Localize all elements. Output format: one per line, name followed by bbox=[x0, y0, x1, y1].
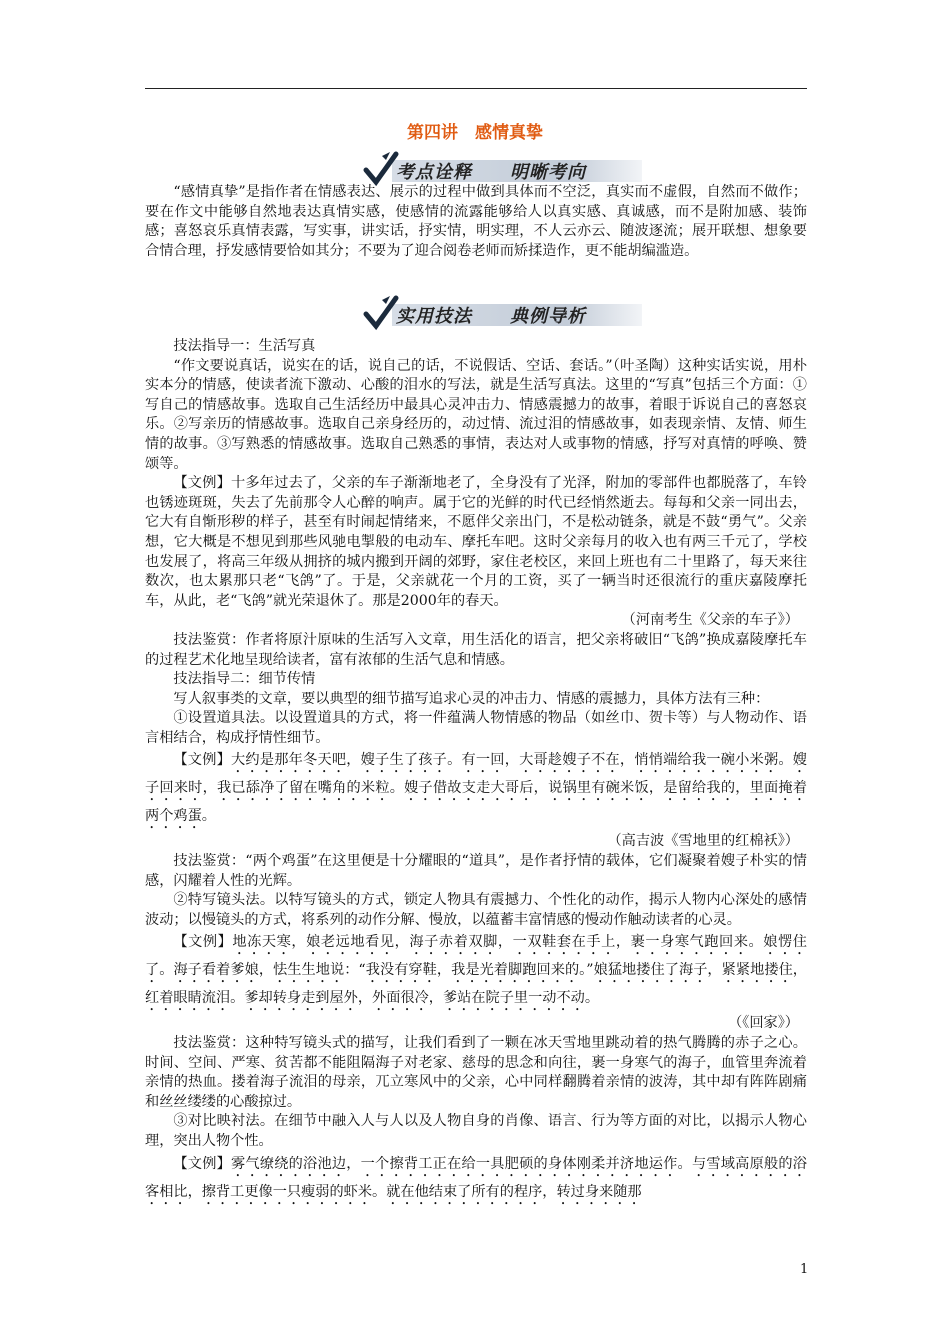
banner-2-right: 典例导析 bbox=[510, 306, 586, 327]
example-label: 【文例】 bbox=[173, 752, 232, 769]
appreciation-paragraph: 技法鉴赏：作者将原汁原味的生活写入文章，用生活化的语言，把父亲将破旧“飞鸽”换成嘉陵摩托车的过程艺术化地呈现给读者，富有浓郁的生活气息和情感。 bbox=[145, 631, 807, 668]
example-text: 雾气缭绕的浴池边，一个擦背工正在给一具肥硕的身体刚柔并济地运作。与雪域高原般的浴客相比，擦背工更像一只瘦弱的虾米。就在他结束了所有的程序，转过身来随那 bbox=[145, 1155, 807, 1200]
source-citation: （高吉波《雪地里的红棉袄》） bbox=[607, 833, 799, 850]
page-title: 第四讲 感情真挚 bbox=[407, 123, 543, 143]
technique-heading-2: 技法指导二：细节传情 bbox=[173, 671, 316, 688]
banner-1-right: 明晰考向 bbox=[510, 162, 586, 183]
banner-2-left: 实用技法 bbox=[396, 306, 472, 327]
source-citation: （河南考生《父亲的车子》） bbox=[621, 612, 799, 629]
intro-section bbox=[145, 183, 807, 261]
example-label: 【文例】 bbox=[173, 934, 233, 951]
example-label: 【文例】 bbox=[173, 1155, 232, 1172]
example-paragraph bbox=[145, 930, 807, 1014]
main-section bbox=[145, 337, 807, 1208]
appreciation-paragraph: 技法鉴赏：这种特写镜头式的描写，让我们看到了一颗在冰天雪地里跳动着的热气腾腾的赤子之心。时间、空间、严寒、贫苦都不能阻隔海子对老家、慈母的思念和向往，裹一身寒气的海子，血管里奔流着亲情的热血。搂着海子流泪的母亲，兀立寒风中的父亲，心中同样翻腾着亲情的波涛，其中却有阵阵剧痛和丝丝缕缕的心酸掠过。 bbox=[145, 1035, 807, 1110]
body-paragraph: 写人叙事类的文章，要以典型的细节描写追求心灵的冲击力、情感的震撼力，具体方法有三种： bbox=[173, 690, 770, 707]
method-paragraph: ①设置道具法。以设置道具的方式，将一件蕴满人物情感的物品（如丝巾、贺卡等）与人物动作、语言相结合，构成抒情性细节。 bbox=[145, 710, 807, 746]
intro-paragraph: “感情真挚”是指作者在情感表达、展示的过程中做到具体而不空泛，真实而不虚假，自然而不做作；要在作文中能够自然地表达真情实感，使感情的流露能够给人以真实感、真诚感，而不是附加感、装饰感；喜怒哀乐真情表露，写实事，讲实话，抒实情，明实理，不人云亦云、随波逐流；展开联想、想象要合情合理，抒发感情要恰如其分；不要为了迎合阅卷老师而矫揉造作，更不能胡编滥造。 bbox=[145, 184, 807, 259]
page-number: 1 bbox=[800, 1262, 809, 1277]
body-paragraph: “作文要说真话，说实在的话，说自己的话，不说假话、空话、套话。”（叶圣陶）这种实话实说，用朴实本分的情感，使读者流下激动、心酸的泪水的写法，就是生活写真法。这里的“写真”包括三个方面：①写自己的情感故事。选取自己生活经历中最具心灵冲击力、情感震撼力的故事，着眼于诉说自己的喜怒哀乐。②写亲历的情感故事。选取自己亲身经历的，动过情、流过泪的情感故事，如表现亲情、友情、师生情的故事。③写熟悉的情感故事。选取自己熟悉的事情，表达对人或事物的情感，抒写对真情的呼唤、赞颂等。 bbox=[145, 357, 807, 472]
method-paragraph: ②特写镜头法。以特写镜头的方式，锁定人物具有震撼力、个性化的动作，揭示人物内心深处的感情波动；以慢镜头的方式，将系列的动作分解、慢放，以蕴蓄丰富情感的慢动作触动读者的心灵。 bbox=[145, 892, 807, 928]
banner-1-left: 考点诠释 bbox=[396, 162, 472, 183]
example-paragraph bbox=[145, 748, 807, 832]
example-text: 地冻天寒，娘老远地看见，海子赤着双脚，一双鞋套在手上，裹一身寒气跑回来。娘愣住了。海子看着爹娘，怯生生地说：“我没有穿鞋，我是光着脚跑回来的。”娘猛地搂住了海子，紧紧地搂住，红着眼睛流泪。爹却转身走到屋外，外面很冷，爹站在院子里一动不动。 bbox=[145, 934, 807, 1007]
section-banner-2 bbox=[360, 294, 660, 334]
example-text: 大约是那年冬天吧，嫂子生了孩子。有一回，大哥趁嫂子不在，悄悄端给我一碗小米粥。嫂子回来时，我已舔净了留在嘴角的米粒。嫂子借故支走大哥后，说锅里有碗米饭，是留给我的，里面掩着两个鸡蛋。 bbox=[145, 752, 807, 825]
header-rule bbox=[145, 88, 807, 89]
technique-heading-1: 技法指导一：生活写真 bbox=[173, 338, 316, 354]
checkmark-icon bbox=[360, 294, 400, 334]
example-paragraph bbox=[145, 1152, 807, 1208]
example-paragraph: 【文例】十多年过去了，父亲的车子渐渐地老了，全身没有了光泽，附加的零部件也都脱落了，车铃也锈迹斑斑，失去了先前那令人心醉的响声。属于它的光鲜的时代已经悄然逝去。每每和父亲一同出去，它大有自惭形秽的样子，甚至有时闹起情绪来，不愿伴父亲出门，不是松动链条，就是不鼓“勇气”。父亲想，它大概是不想见到那些风驰电掣般的电动车、摩托车吧。这时父亲每月的收入也有两三千元了，学校也发展了，将高三年级从拥挤的城内搬到开阔的郊野，家住老校区，来回上班也有二十里路了，每天来往数次，也太累那只老“飞鸽”了。于是，父亲就花一个月的工资，买了一辆当时还很流行的重庆嘉陵摩托车，从此，老“飞鸽”就光荣退休了。那是2000年的春天。 bbox=[145, 475, 807, 609]
source-citation: （《回家》） bbox=[728, 1015, 799, 1032]
method-paragraph: ③对比映衬法。在细节中融入人与人以及人物自身的肖像、语言、行为等方面的对比，以揭示人物心理，突出人物个性。 bbox=[145, 1113, 807, 1149]
appreciation-paragraph: 技法鉴赏：“两个鸡蛋”在这里便是十分耀眼的“道具”，是作者抒情的载体，它们凝聚着嫂子朴实的情感，闪耀着人性的光辉。 bbox=[145, 853, 807, 889]
